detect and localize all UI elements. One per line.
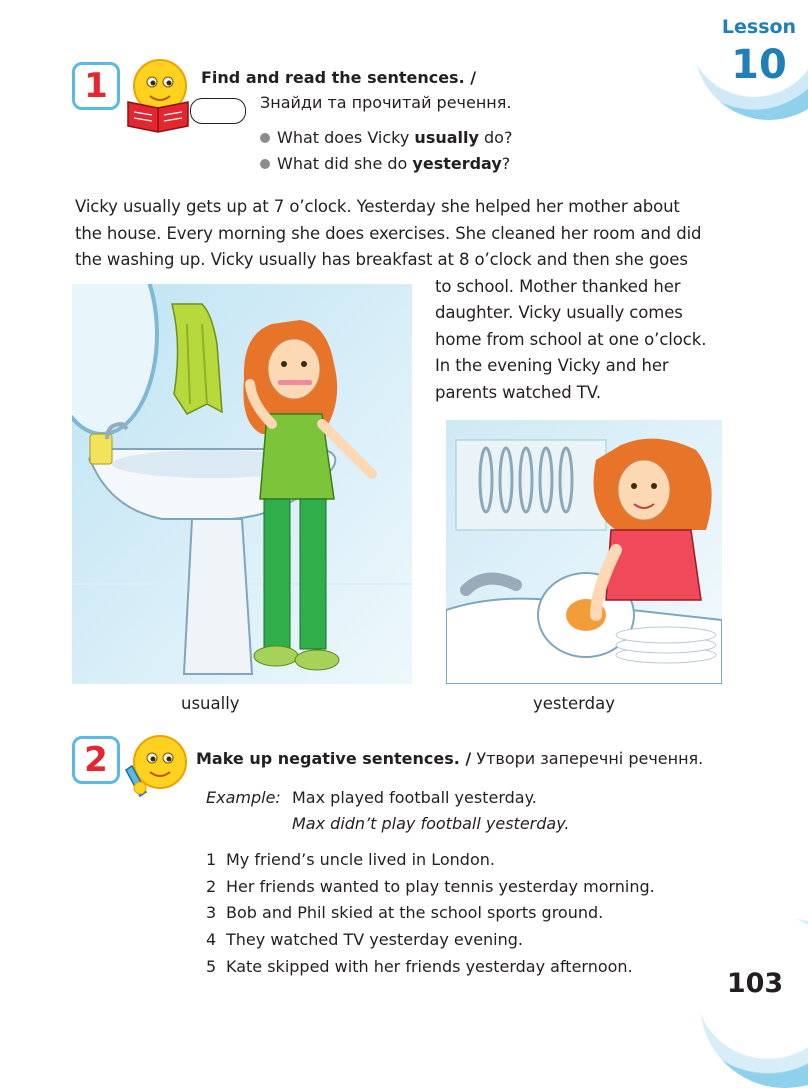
text-line: daughter. Vicky usually comes bbox=[435, 303, 683, 322]
speech-pill-icon bbox=[190, 98, 246, 124]
text-line: to school. Mother thanked her bbox=[435, 277, 681, 296]
text-line: Vicky usually gets up at 7 o’clock. Yesterday she helped her mother about bbox=[75, 197, 680, 216]
lesson-label: Lesson bbox=[721, 16, 797, 38]
list-item: 4 They watched TV yesterday evening. bbox=[206, 930, 524, 949]
list-item: 5 Kate skipped with her friends yesterday afternoon. bbox=[206, 957, 633, 976]
page-number-badge bbox=[700, 918, 808, 1088]
example-sentence: Max played football yesterday. bbox=[292, 788, 537, 807]
question-1: What does Vicky usually do? bbox=[260, 128, 512, 147]
list-item: 2 Her friends wanted to play tennis yesterday morning. bbox=[206, 877, 655, 896]
task-2-number: 2 bbox=[72, 736, 120, 784]
bullet-icon bbox=[260, 159, 270, 169]
task-1-heading-ua: Знайди та прочитай речення. bbox=[260, 93, 512, 112]
example-label: Example: bbox=[206, 788, 281, 807]
page-number: 103 bbox=[726, 968, 784, 999]
question-2: What did she do yesterday? bbox=[260, 154, 510, 173]
girl-washing-dishes-illustration bbox=[446, 420, 722, 684]
lesson-number: 10 bbox=[731, 42, 787, 88]
bullet-icon bbox=[260, 133, 270, 143]
text-line: home from school at one o’clock. bbox=[435, 330, 707, 349]
writing-smiley-icon bbox=[118, 730, 190, 802]
girl-brushing-teeth-illustration bbox=[72, 284, 412, 684]
text-line: In the evening Vicky and her bbox=[435, 356, 669, 375]
task-1-number: 1 bbox=[72, 62, 120, 110]
reading-smiley-icon bbox=[118, 56, 194, 136]
example-answer: Max didn’t play football yesterday. bbox=[292, 814, 570, 833]
task-2-heading: Make up negative sentences. / Утвори заперечні речення. bbox=[196, 749, 704, 768]
text-line: parents watched TV. bbox=[435, 383, 601, 402]
list-item: 3 Bob and Phil skied at the school sports ground. bbox=[206, 903, 604, 922]
text-line: the washing up. Vicky usually has breakfast at 8 o’clock and then she goes bbox=[75, 250, 688, 269]
list-item: 1 My friend’s uncle lived in London. bbox=[206, 850, 495, 869]
caption-yesterday: yesterday bbox=[533, 694, 615, 713]
caption-usually: usually bbox=[181, 694, 240, 713]
task-1-heading: Find and read the sentences. / bbox=[201, 68, 477, 87]
text-line: the house. Every morning she does exercises. She cleaned her room and did bbox=[75, 224, 702, 243]
